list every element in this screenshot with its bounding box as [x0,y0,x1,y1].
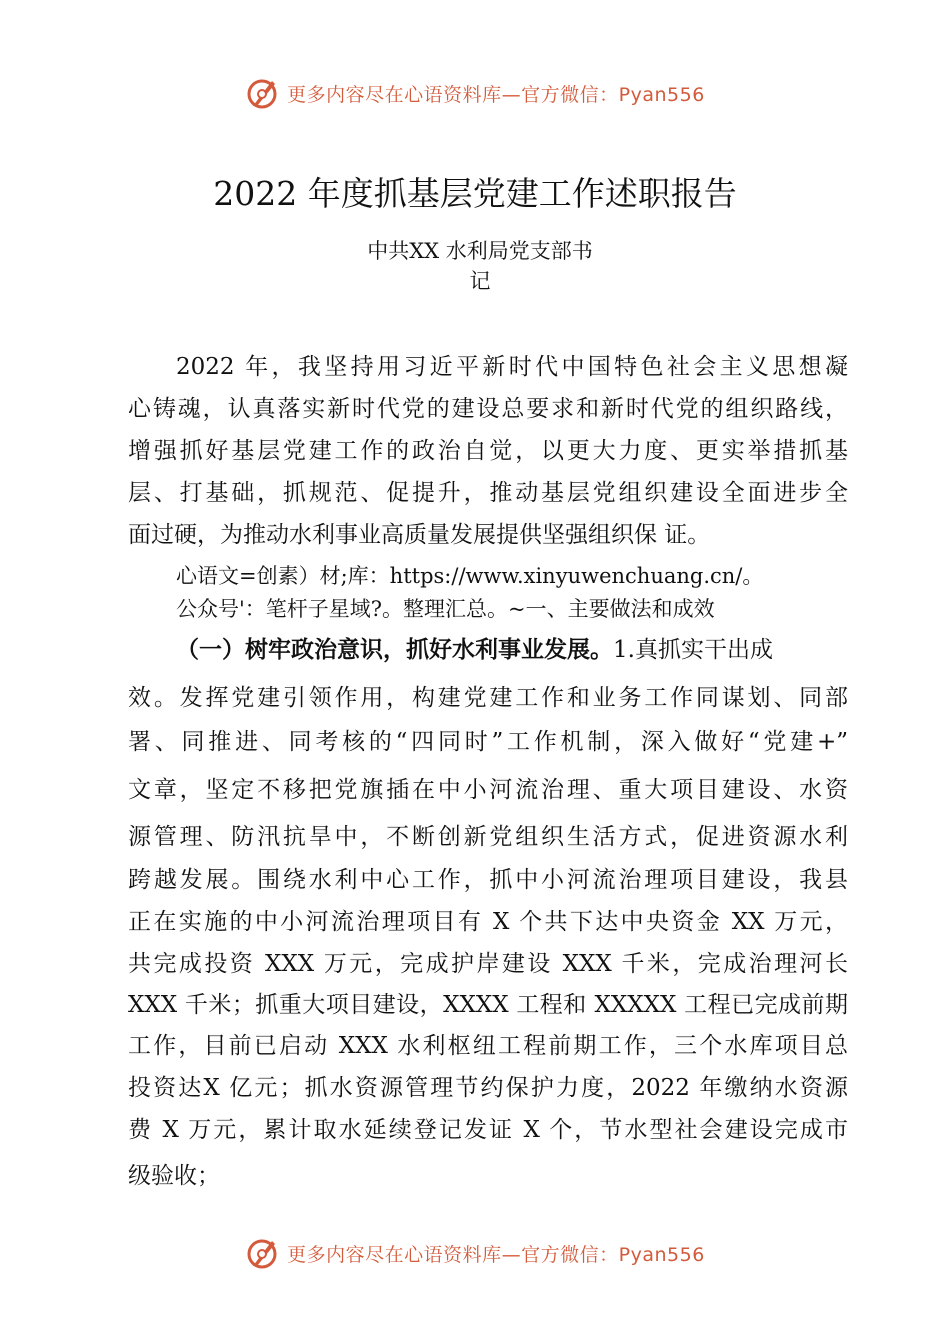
paragraph-line: 心铸魂，认真落实新时代党的建设总要求和新时代党的组织路线， [128,396,848,422]
author-line-1: 中共XX 水利局党支部书 [367,239,593,263]
document-title: 2022 年度抓基层党建工作述职报告 [213,174,737,213]
paragraph-line: 面过硬，为推动水利事业高质量发展提供坚强组织保 证。 [128,522,711,548]
section-line: 跨越发展。围绕水利中心工作，抓中小河流治理项目建设，我县 [128,867,848,893]
section-line: 效。发挥党建引领作用，构建党建工作和业务工作同谋划、同部 [128,685,848,711]
footer-watermark [0,1233,950,1273]
source-line: 心语文=创素）材;库：https://www.xinyuwenchuang.cn/。 [176,564,764,588]
header-watermark [0,73,950,113]
section-line: 署、同推进、同考核的“四同时”工作机制，深入做好“党建+” [128,729,848,755]
section-heading-line [176,630,848,670]
quill-logo-icon [245,1235,281,1271]
author-line-2: 记 [469,269,491,293]
section-line: 文章，坚定不移把党旗插在中小河流治理、重大项目建设、水资 [128,777,848,803]
section-line: 级验收； [128,1163,220,1189]
section-line: 正在实施的中小河流治理项目有 X 个共下达中央资金 XX 万元， [128,909,848,935]
watermark-text: 更多内容尽在心语资料库—官方微信：Pyan556 [287,83,705,106]
section-line: 费 X 万元，累计取水延续登记发证 X 个，节水型社会建设完成市 [128,1117,848,1143]
source-line: 公众号'：笔杆子星域?。整理汇总。~一、主要做法和成效 [176,597,715,621]
paragraph-line: 层、打基础，抓规范、促提升，推动基层党组织建设全面进步全 [128,480,848,506]
section-line: 源管理、防汛抗旱中，不断创新党组织生活方式，促进资源水利 [128,824,848,850]
watermark-text: 更多内容尽在心语资料库—官方微信：Pyan556 [287,1243,705,1266]
section-line: XXX 千米；抓重大项目建设，XXXX 工程和 XXXXX 工程已完成前期 [128,992,848,1018]
section-heading: （一）树牢政治意识，抓好水利事业发展。 [176,637,613,663]
author-block [330,236,630,296]
section-line: 共完成投资 XXX 万元，完成护岸建设 XXX 千米，完成治理河长 [128,951,848,977]
quill-logo-icon [245,75,281,111]
paragraph-line: 2022 年，我坚持用习近平新时代中国特色社会主义思想凝 [176,354,848,380]
paragraph-line: 增强抓好基层党建工作的政治自觉，以更大力度、更实举措抓基 [128,438,848,464]
section-line: 投资达X 亿元；抓水资源管理节约保护力度，2022 年缴纳水资源 [128,1075,848,1101]
section-line: 工作，目前已启动 XXX 水利枢纽工程前期工作，三个水库项目总 [128,1033,848,1059]
section-first-tail: 1.真抓实干出成 [613,637,773,663]
